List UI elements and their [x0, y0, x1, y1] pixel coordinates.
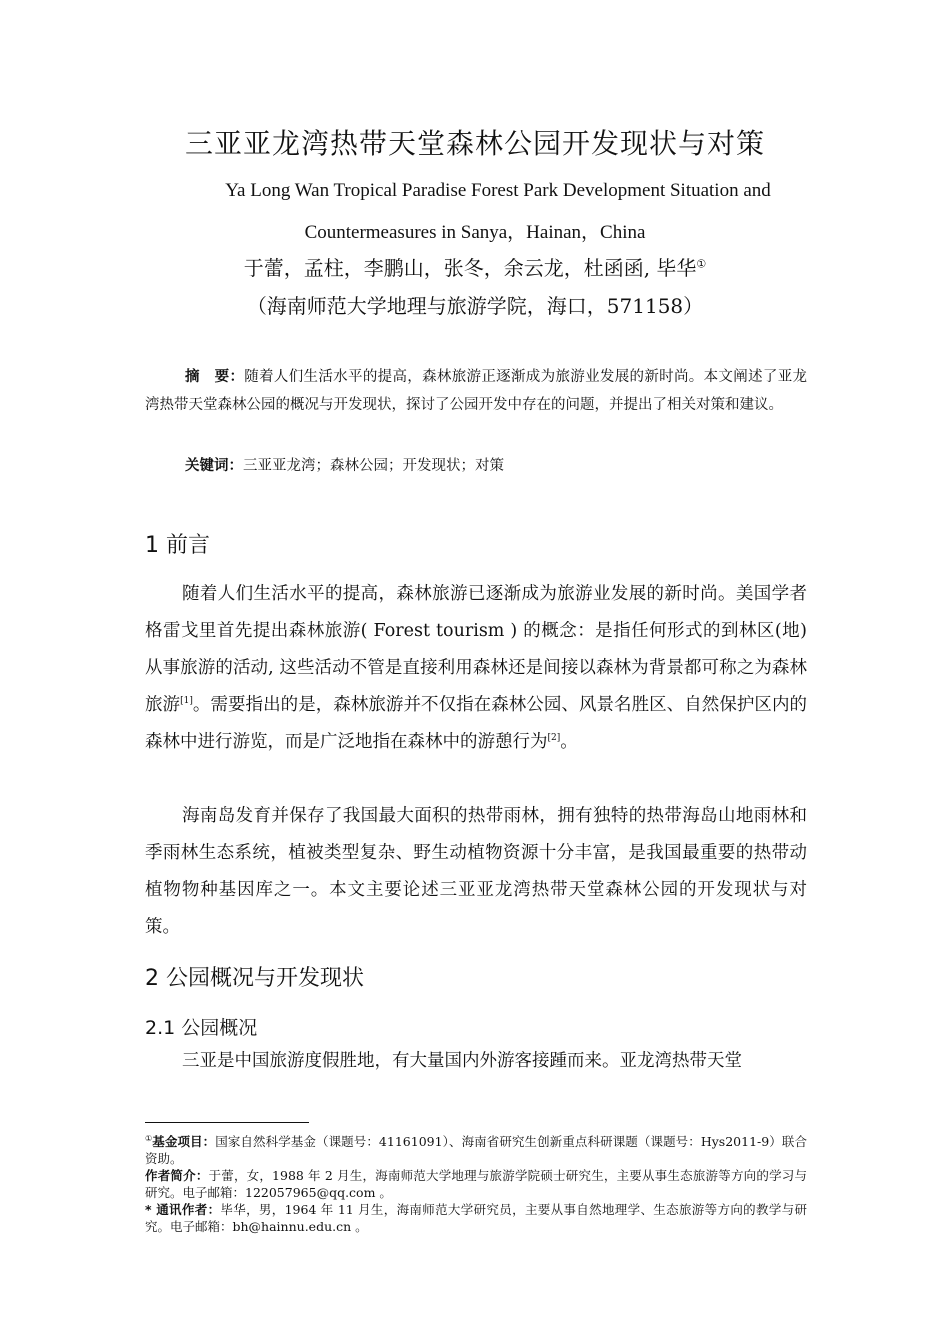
- author-list: [0, 252, 950, 281]
- english-title-line2: Countermeasures in Sanya，Hainan，China: [304, 222, 646, 243]
- citation-1: [1]: [180, 696, 193, 706]
- abstract-text: 随着人们生活水平的提高，森林旅游正逐渐成为旅游业发展的新时尚。本文阐述了亚龙湾热带天堂森林公园的概况与开发现状，探讨了公园开发中存在的问题，并提出了相关对策和建议。: [145, 369, 808, 413]
- author-footnote-mark: ①: [696, 257, 707, 271]
- abstract: [145, 363, 807, 419]
- footnote-mark: ①: [145, 1134, 153, 1143]
- section-1-paragraph-1: [145, 576, 807, 761]
- footnote-fund-text: 国家自然科学基金（课题号：41161091）、海南省研究生创新重点科研课题（课题号：Hys2011-9）联合资助。: [145, 1134, 807, 1167]
- keywords-text: 三亚亚龙湾；森林公园；开发现状；对策: [243, 458, 504, 474]
- paragraph-text: 。: [560, 732, 578, 752]
- paragraph-text: 随着人们生活水平的提高，森林旅游已逐渐成为旅游业发展的新时尚。美国学者格雷戈里首先提出森林旅游( Forest tourism ) 的概念：是指任何形式的到林区(地) 从事旅游的活动, 这些活动不管是直接利用森林还是间接以森林为背景都可称之为森林旅游: [145, 584, 807, 715]
- footnote-fund: [145, 1130, 807, 1167]
- footnote-corresponding: [145, 1201, 807, 1235]
- section-2-heading: 2 公园概况与开发现状: [145, 966, 364, 991]
- keywords: [185, 452, 504, 480]
- section-2-1-paragraph-1: 三亚是中国旅游度假胜地，有大量国内外游客接踵而来。亚龙湾热带天堂: [182, 1051, 742, 1071]
- footnote-fund-label: 基金项目：: [152, 1134, 216, 1150]
- keywords-label: 关键词：: [185, 458, 243, 474]
- section-2-1-heading: 2.1 公园概况: [145, 1017, 258, 1039]
- citation-2: [2]: [547, 733, 561, 743]
- footnote-corresponding-label: * 通讯作者：: [145, 1202, 221, 1218]
- footnote-divider: [145, 1122, 309, 1123]
- author-names: 于蕾，孟柱，李鹏山，张冬，余云龙，杜函函, 毕华: [243, 256, 697, 280]
- footnotes: [145, 1130, 807, 1235]
- section-1-paragraph-2: 海南岛发育并保存了我国最大面积的热带雨林，拥有独特的热带海岛山地雨林和季雨林生态系统，植被类型复杂、野生动植物资源十分丰富，是我国最重要的热带动植物物种基因库之一。本文主要论述三亚亚龙湾热带天堂森林公园的开发现状与对策。: [145, 806, 807, 937]
- footnote-corresponding-text: 毕华，男，1964 年 11 月生，海南师范大学研究员，主要从事自然地理学、生态旅游等方向的教学与研究。电子邮箱：bh@hainnu.edu.cn 。: [145, 1202, 807, 1235]
- footnote-author-label: 作者简介：: [145, 1168, 209, 1184]
- abstract-label: 摘 要：: [185, 369, 245, 385]
- affiliation: （海南师范大学地理与旅游学院，海口，571158）: [246, 294, 704, 318]
- footnote-author: [145, 1167, 807, 1201]
- footnote-author-text: 于蕾，女，1988 年 2 月生，海南师范大学地理与旅游学院硕士研究生，主要从事生态旅游等方向的学习与研究。电子邮箱：122057965@qq.com 。: [145, 1168, 807, 1201]
- english-title-line1: Ya Long Wan Tropical Paradise Forest Park Development Situation and: [225, 180, 771, 201]
- paper-title: 三亚亚龙湾热带天堂森林公园开发现状与对策: [184, 127, 765, 160]
- section-1-heading: 1 前言: [145, 533, 210, 558]
- paragraph-text: 。需要指出的是，森林旅游并不仅指在森林公园、风景名胜区、自然保护区内的森林中进行游览，而是广泛地指在森林中的游憩行为: [145, 695, 808, 752]
